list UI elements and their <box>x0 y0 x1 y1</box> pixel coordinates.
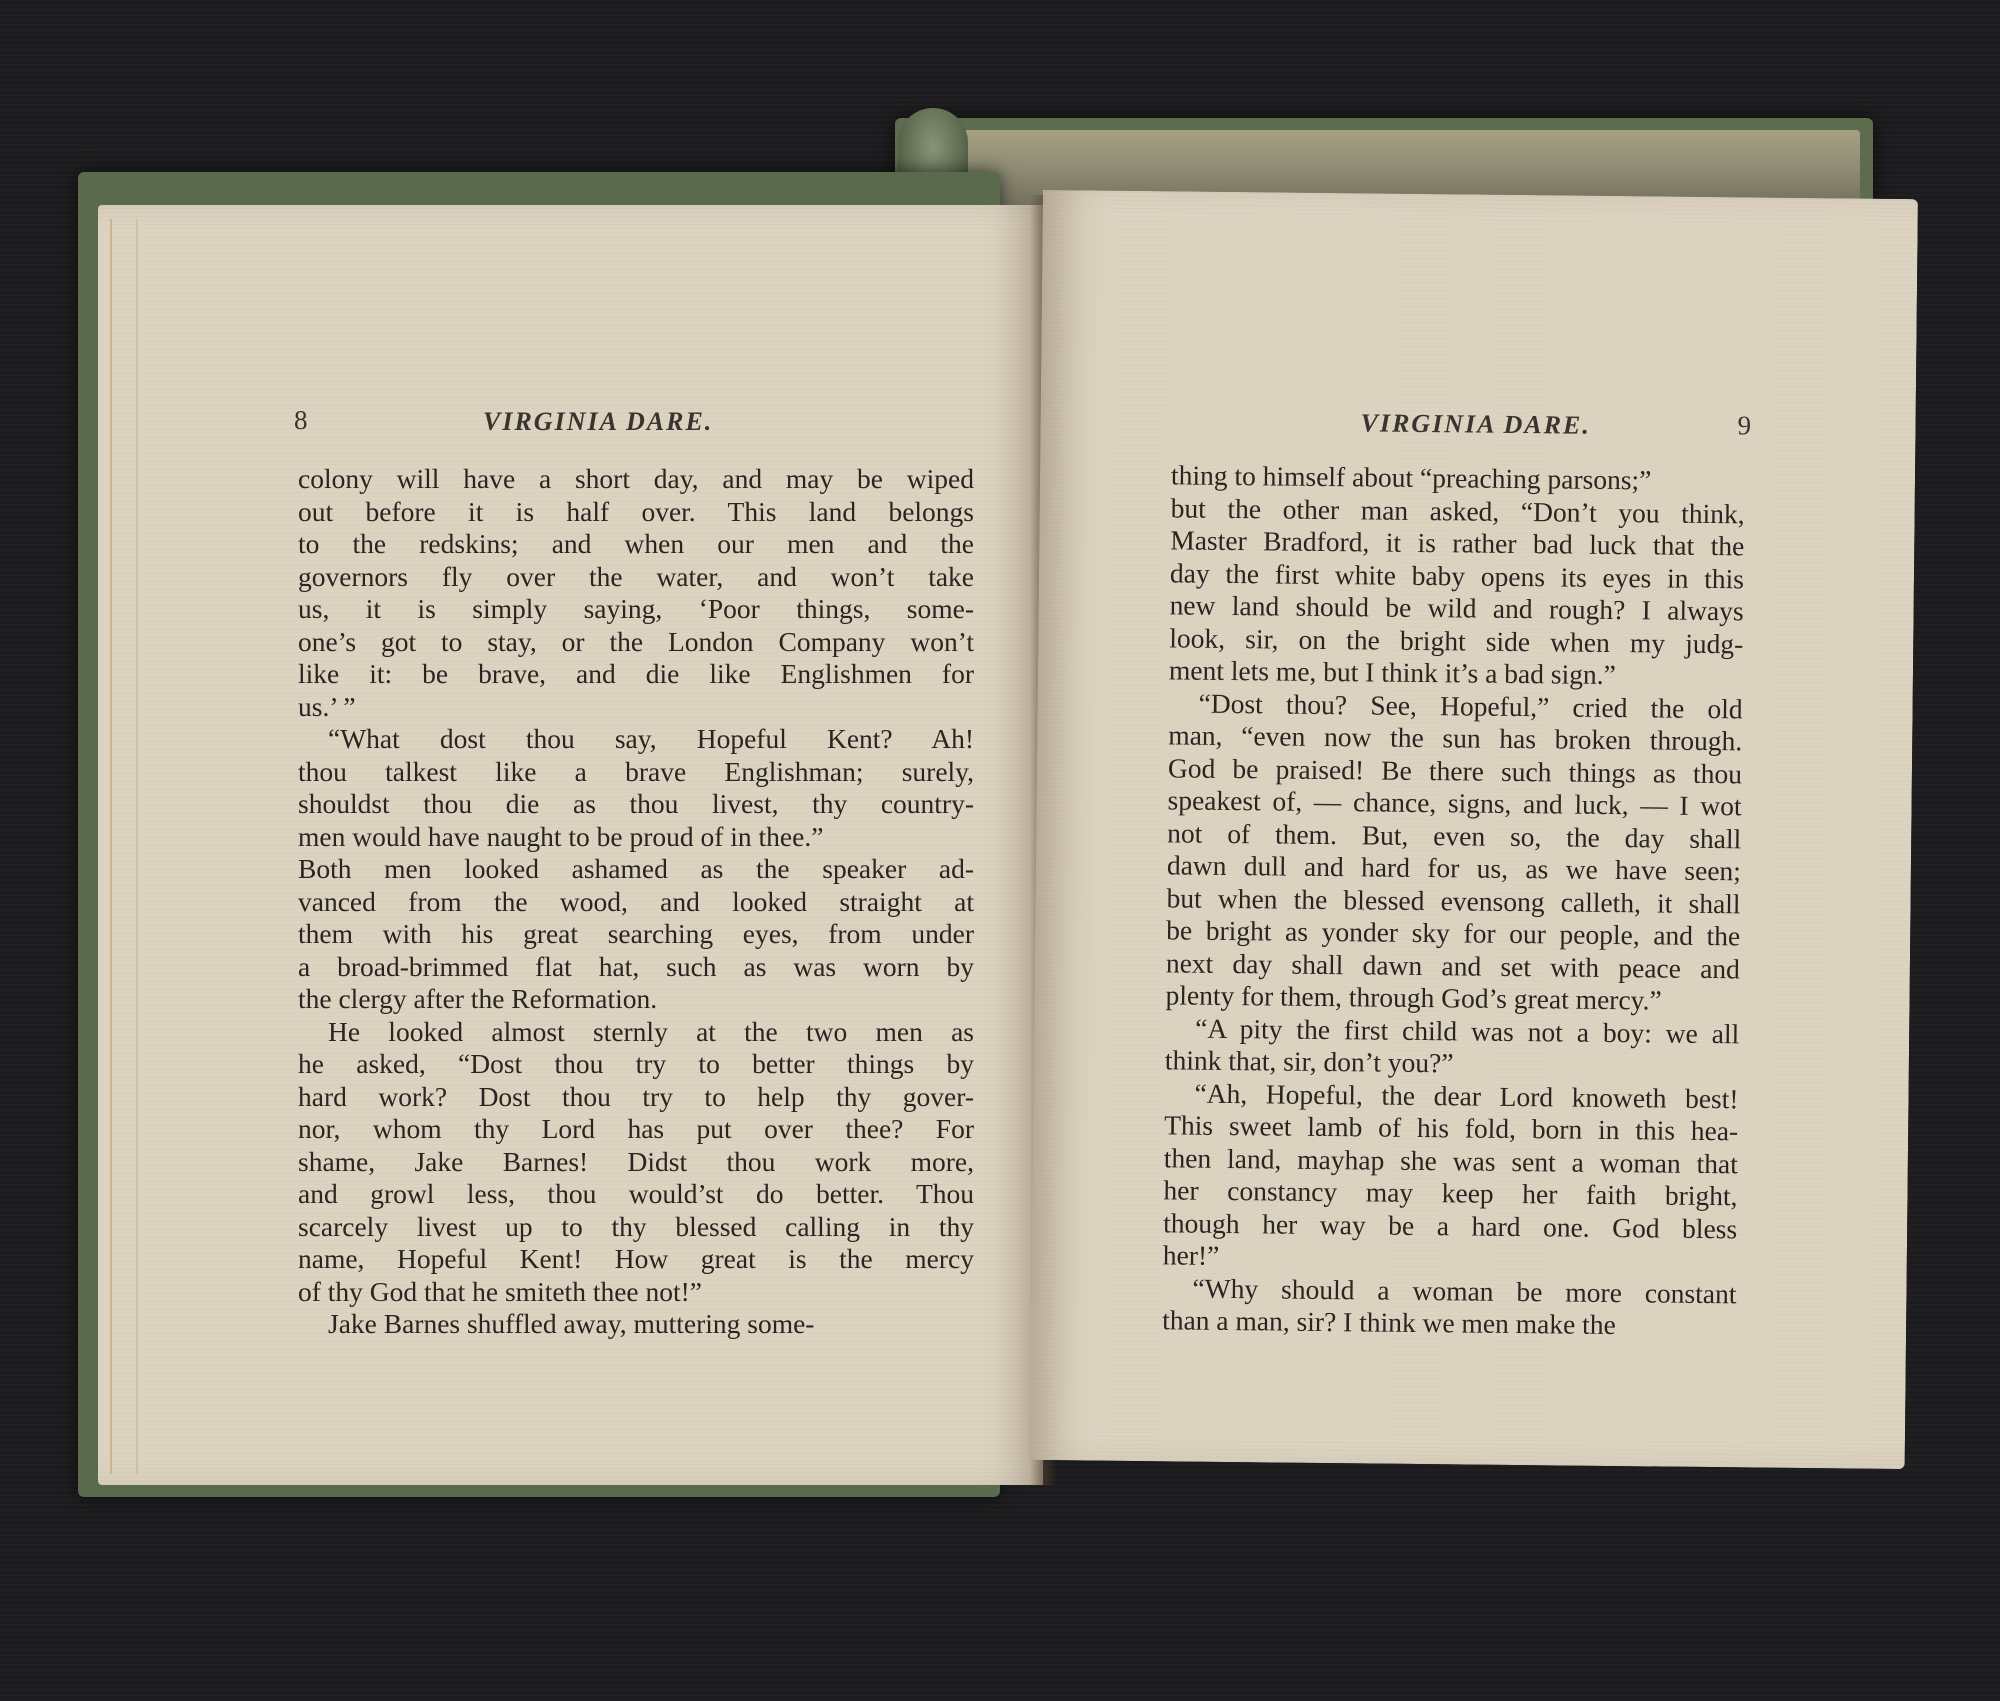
text-line: us.’ ” <box>298 690 356 722</box>
text-line: vanced from the wood, and looked straight at <box>298 885 974 917</box>
text-line: one’s got to stay, or the London Company won’t <box>298 625 974 657</box>
text-line: “Why should a woman be more constant <box>1192 1272 1737 1309</box>
right-page <box>1030 190 1918 1469</box>
text-line: a broad-brimmed flat hat, such as was worn by <box>298 950 974 982</box>
text-line: and growl less, thou would’st do better. Thou <box>298 1178 974 1209</box>
text-line: colony will have a short day, and may be wiped <box>298 463 974 494</box>
text-line: though her way be a hard one. God bless <box>1163 1206 1738 1244</box>
text-line: Master Bradford, it is rather bad luck that the <box>1170 524 1745 562</box>
text-line: but when the blessed evensong calleth, it shall <box>1166 881 1741 919</box>
text-line: then land, mayhap she was sent a woman that <box>1163 1141 1739 1179</box>
text-line: man, “even now the sun has broken through. <box>1168 719 1743 757</box>
text-line: new land should be wild and rough? I always <box>1169 589 1744 627</box>
text-line: scarcely livest up to thy blessed calling in thy <box>298 1210 974 1242</box>
text-line: be bright as yonder sky for our people, and the <box>1166 914 1741 952</box>
right-running-head: VIRGINIA DARE. <box>1360 408 1592 440</box>
text-line: but the other man asked, “Don’t you think, <box>1170 491 1745 529</box>
text-line: shame, Jake Barnes! Didst thou work more, <box>298 1145 974 1177</box>
text-line: thing to himself about “preaching parsons;” <box>1170 459 1652 496</box>
right-page-number: 9 <box>1737 410 1752 441</box>
text-line: the clergy after the Reformation. <box>298 983 658 1014</box>
text-line: them with his great searching eyes, from under <box>298 918 974 949</box>
text-line: of thy God that he smiteth thee not!” <box>298 1275 703 1307</box>
text-line: not of them. But, even so, the day shall <box>1167 816 1742 854</box>
left-page-number: 8 <box>294 405 308 435</box>
text-line: think that, sir, don’t you?” <box>1164 1044 1454 1079</box>
text-line: men would have naught to be proud of in thee.” <box>298 820 824 852</box>
text-line: next day shall dawn and set with peace and <box>1165 946 1741 984</box>
text-line: her constancy may keep her faith bright, <box>1163 1174 1738 1212</box>
text-line: like it: be brave, and die like Englishmen for <box>298 658 974 689</box>
text-line: hard work? Dost thou try to help thy gover- <box>298 1080 974 1112</box>
left-page-text <box>298 463 974 1341</box>
text-line: “Dost thou? See, Hopeful,” cried the old <box>1198 687 1743 724</box>
right-page-text <box>1162 459 1745 1342</box>
text-line: her!” <box>1162 1239 1220 1271</box>
text-line: day the first white baby opens its eyes in this <box>1169 556 1745 594</box>
text-line: speakest of, — chance, signs, and luck, — I wot <box>1167 784 1742 822</box>
text-line: than a man, sir? I think we men make the <box>1162 1304 1616 1341</box>
text-line: Both men looked ashamed as the speaker ad- <box>298 853 974 884</box>
text-line: nor, whom thy Lord has put over thee? For <box>298 1113 974 1144</box>
text-line: us, it is simply saying, ‘Poor things, some- <box>298 593 974 624</box>
text-line: God be praised! Be there such things as thou <box>1167 751 1743 789</box>
text-line: “What dost thou say, Hopeful Kent? Ah! <box>328 723 974 754</box>
page-edges <box>110 219 138 1474</box>
text-line: He looked almost sternly at the two men as <box>328 1015 974 1047</box>
text-line: dawn dull and hard for us, as we have seen; <box>1166 849 1742 887</box>
text-line: plenty for them, through God’s great mercy.” <box>1165 979 1662 1016</box>
text-line: shouldst thou die as thou livest, thy country- <box>298 788 974 819</box>
text-line: Jake Barnes shuffled away, muttering some- <box>328 1308 815 1339</box>
text-line: name, Hopeful Kent! How great is the mercy <box>298 1243 974 1274</box>
text-line: “Ah, Hopeful, the dear Lord knoweth best! <box>1194 1077 1739 1114</box>
text-line: governors fly over the water, and won’t take <box>298 560 974 592</box>
text-line: This sweet lamb of his fold, born in this hea- <box>1164 1109 1739 1147</box>
text-line: ment lets me, but I think it’s a bad sign.” <box>1168 654 1616 691</box>
text-line: to the redskins; and when our men and the <box>298 528 974 559</box>
text-line: out before it is half over. This land belongs <box>298 495 974 527</box>
text-line: look, sir, on the bright side when my judg- <box>1169 621 1744 659</box>
text-line: he asked, “Dost thou try to better things by <box>298 1048 974 1079</box>
text-line: thou talkest like a brave Englishman; surely, <box>298 755 974 787</box>
text-line: “A pity the first child was not a boy: we all <box>1195 1012 1740 1049</box>
left-running-head: VIRGINIA DARE. <box>483 407 714 436</box>
left-page <box>98 205 1043 1485</box>
